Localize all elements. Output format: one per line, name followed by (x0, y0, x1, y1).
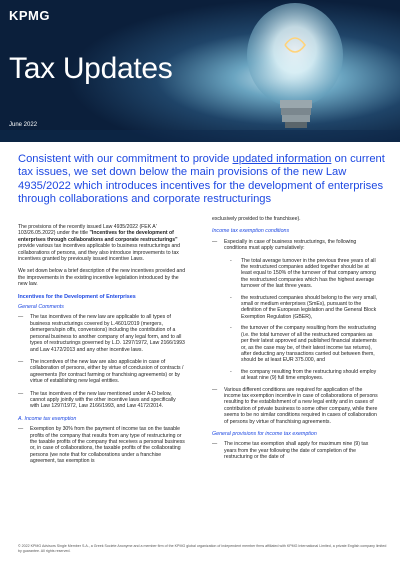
sub-list-item: - the turnover of the company resulting from the restructuring (i.e. the total turnover of all the restructured companies as per their latest approved and published financial statements or, as the case may be, of their latest income tax returns), after deducting any transactions carried out between them, should be at least EUR 375.000, and (224, 325, 380, 363)
kpmg-logo: KPMG (9, 8, 50, 23)
subsection-heading: General provisions for income tax exemption (212, 430, 317, 437)
subsection-heading: A. Income tax exemption (18, 415, 77, 422)
list-item: — The income tax exemption shall apply for maximum nine (9) tax years from the year following the date of completion of the restructuring or the date of (212, 441, 380, 460)
list-item: — Various different conditions are required for application of the income tax exemption incentive in case of collaborations of persons resulting to the establishment of a new legal entity and in cases of contribution of private business to some other company, while there seems to be no similar conditions required in cases of collaboration of persons by virtue of franchising agreements. (212, 387, 380, 425)
paragraph: exclusively provided to the franchisee). (212, 216, 301, 222)
sub-list-item: - the company resulting from the restructuring should employ at least nine (9) full time employees. (224, 369, 380, 382)
paragraph (18, 224, 186, 262)
subsection-heading: Income tax exemption conditions (212, 228, 290, 235)
right-column (212, 216, 380, 467)
intro-paragraph (18, 153, 386, 207)
intro-text-end: on current tax issues, we set down below the main provisions of the new Law 4935/2022 which introduces incentives for the development of enterprises through collaborations and corporate restructurings (18, 153, 385, 206)
copyright-footer: © 2022 KPMG Advisors Single Member S.A., a Greek Societe Anonyme and a member firm of the KPMG global organization of independent member firms affiliated with KPMG International Limited, a private English company limited by guarantee. All rights reserved. (18, 544, 387, 553)
list-item: — Especially in case of business restructurings, the following conditions must apply cumulatively: (212, 239, 380, 252)
list-item: — Exemption by 30% from the payment of income tax on the taxable profits of the company that results from any type of restructuring or the taxable profits of the company that receives a personal business or, in case of collaborations, the taxable profits of the collaborating persons (we note that for collaborations under a franchise agreement, tax exemption is (18, 426, 186, 464)
law-title-bold: "Incentives for the development of enterprises through collaborations and corporate restructurings" (18, 230, 178, 243)
updated-information-link[interactable]: updated information (232, 153, 332, 165)
left-column (18, 224, 186, 471)
list-item: — The tax incentives of the new law are applicable to all types of business restructurings covered by L.4601/2019 (mergers, demergers/spin offs, conversions) including the contribution of a personal business to another company of any legal form, and to all types of restructurings governed by L.D. 1297/1972, Law 2166/1993 and Law 4172/2013 and any other incentive laws. (18, 314, 186, 352)
paragraph: We set down below a brief description of the new incentives provided and the improvements in the existing incentive legislation introduced by the new law. (18, 268, 186, 288)
paragraph-text: The provisions of the recently issued Law 4935/2022 (FEK A' 103/26.05.2022) under the title (18, 224, 157, 237)
list-item: — The tax incentives of the new law mentioned under A-D below, cannot apply jointly with the other incentive laws and specifically with Law 1297/1972, Law 2166/1993, and Law 4172/2014. (18, 391, 186, 410)
sub-list-item: - the restructured companies should belong to the very small, small or medium enterprises (SmEs), pursuant to the definition of the European legislation and the General Block Exemption Regulation (GBER), (224, 295, 380, 321)
publication-date: June 2022 (9, 122, 38, 128)
subsection-heading: General Comments (18, 304, 64, 311)
hero-banner (0, 0, 400, 142)
paragraph-text: provide various tax incentives applicable to business restructurings and collaborations of persons, and they also introduce improvements to tax incentives granted by previously issued incentive Laws. (18, 243, 181, 263)
section-heading: Incentives for the Development of Enterprises (18, 293, 136, 300)
sub-list-item: - The total average turnover in the previous three years of all the restructured companies added together should be at least equal to 150% of the turnover of that company among the restructured companies which has the highest average turnover of the last three years. (224, 258, 380, 290)
intro-text-start: Consistent with our commitment to provide (18, 153, 233, 165)
list-item: — The incentives of the new law are also applicable in case of collaboration of persons, either by virtue of conclusion of contracts / agreements (for contract farming or franchising agreements) or by virtue of establishing new legal entities. (18, 359, 186, 385)
page-title: Tax Updates (9, 52, 173, 85)
